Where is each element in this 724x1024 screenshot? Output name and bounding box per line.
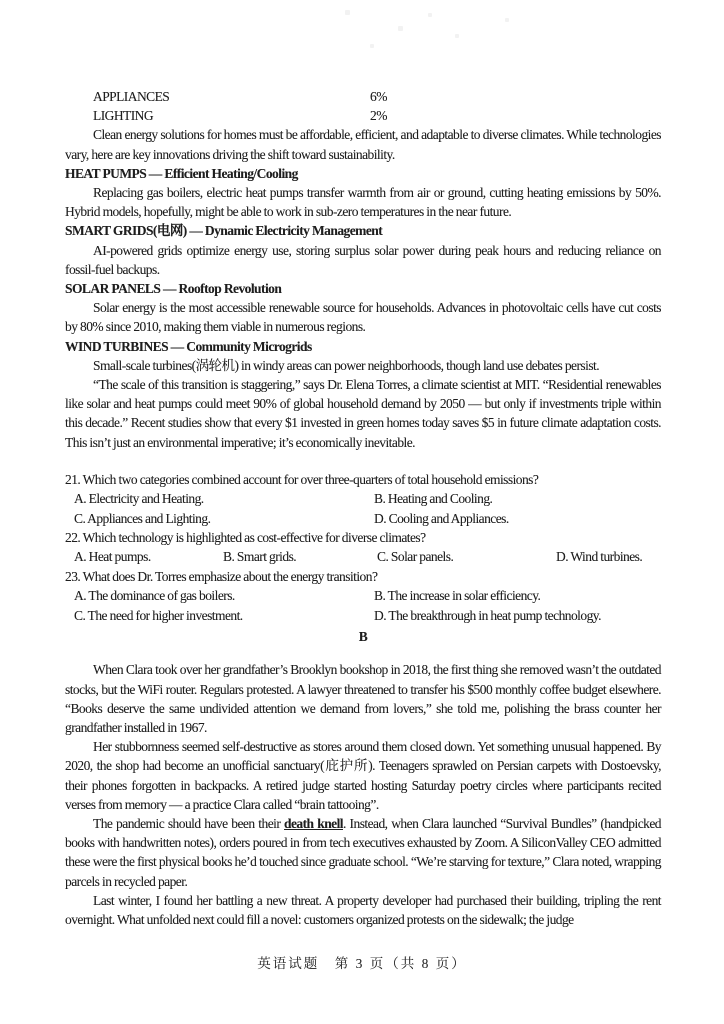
question-text: 22. Which technology is highlighted as cost-effective for diverse climates?: [65, 530, 426, 546]
option-row: [65, 547, 661, 566]
paragraph-text: . Instead, when Clara launched “Survival Bundles” (handpicked books with handwritten notes), orders poured in from tech executives exhausted by Zoom. A SiliconValley CEO admitted these were the first physical books he’d touched since graduate school. “We’re starving for texture,” Clara noted, wrapping parcels in recycled paper.: [65, 815, 661, 889]
scan-speck: [370, 44, 374, 48]
paragraph: Last winter, I found her battling a new threat. A property developer had purchased their building, tripling the rent overnight. What unfolded next could fill a novel: customers organized protests on the sidewalk; the judge: [65, 892, 661, 927]
question-text: 23. What does Dr. Torres emphasize about the energy transition?: [65, 568, 378, 584]
paragraph: Clean energy solutions for homes must be affordable, efficient, and adaptable to diverse climates. While technologies vary, here are key innovations driving the shift toward sustainability.: [65, 127, 661, 162]
answer-option: B. Heating and Cooling.: [374, 491, 493, 507]
emission-value: 6%: [370, 89, 387, 104]
paragraph: “The scale of this transition is staggering,” says Dr. Elena Torres, a climate scientist at MIT. “Residential renewables like solar and heat pumps could meet 90% of global household demand by 2050 — but only if investments triple within this decade.” Recent studies show that every $1 invested in green homes today saves $5 in future climate adaptation costs. This isn’t just an environmental imperative; it’s economically inevitable.: [65, 377, 661, 450]
answer-option: A. The dominance of gas boilers.: [74, 588, 235, 604]
emission-row: [65, 106, 661, 125]
emission-row: [65, 87, 661, 106]
paragraph: Her stubbornness seemed self-destructive as stores around them closed down. Yet something unusual happened. By 2020, the shop had become an unofficial sanctuary(庇护所). Teenagers sprawled on Persian carpets with Dostoevsky, their phones forgotten in backpacks. A retired judge started hosting Saturday poetry circles where participants recited verses from memory — a practice Clara called “brain tattooing”.: [65, 739, 661, 812]
emission-category-label: LIGHTING: [93, 108, 154, 124]
answer-option: D. Cooling and Appliances.: [374, 510, 509, 526]
passage-section-label: B: [358, 629, 368, 645]
question: [65, 528, 661, 567]
highlighted-phrase: death knell: [284, 815, 343, 831]
paragraph: When Clara took over her grandfather’s Brooklyn bookshop in 2018, the first thing she removed wasn’t the outdated stocks, but the WiFi router. Regulars protested. A lawyer threatened to transfer his $500 monthly coffee budget elsewhere. “Books deserve the same undivided attention we demand from lovers,” she told me, polishing the brass counter her grandfather installed in 1967.: [65, 662, 661, 735]
emission-value: 2%: [370, 108, 387, 124]
scan-speck: [455, 34, 459, 38]
scan-speck: [398, 26, 403, 31]
option-row: [65, 606, 661, 625]
option-row: [65, 509, 661, 528]
paragraph: Replacing gas boilers, electric heat pumps transfer warmth from air or ground, cutting heating emissions by 50%. Hybrid models, hopefully, might be able to work in sub-zero temperatures in the near future.: [65, 185, 661, 220]
spacer: [65, 452, 661, 470]
question-text: 21. Which two categories combined account for over three-quarters of total household emissions?: [65, 471, 539, 487]
answer-option: B. The increase in solar efficiency.: [374, 588, 541, 604]
question: [65, 567, 661, 625]
paragraph: AI-powered grids optimize energy use, storing surplus solar power during peak hours and reducing reliance on fossil-fuel backups.: [65, 242, 661, 277]
answer-option: C. The need for higher investment.: [74, 607, 243, 623]
scan-speck: [428, 13, 432, 17]
paragraph-text: The pandemic should have been their: [93, 815, 285, 831]
option-row: [65, 489, 661, 508]
page-footer: 英语试题 第 3 页（共 8 页）: [257, 956, 467, 971]
page-body: [65, 87, 661, 929]
paragraph: Solar energy is the most accessible renewable source for households. Advances in photovoltaic cells have cut costs by 80% since 2010, making them viable in numerous regions.: [65, 300, 661, 335]
scan-speck: [345, 10, 350, 15]
section-heading: HEAT PUMPS — Efficient Heating/Cooling: [65, 165, 298, 181]
answer-option: D. Wind turbines.: [556, 549, 643, 565]
answer-option: C. Appliances and Lighting.: [74, 510, 211, 526]
paragraph: [65, 814, 661, 891]
answer-option: A. Heat pumps.: [74, 549, 151, 565]
answer-option: A. Electricity and Heating.: [74, 491, 204, 507]
option-row: [65, 586, 661, 605]
paragraph: Small-scale turbines(涡轮机) in windy areas can power neighborhoods, though land use debates persist.: [93, 357, 600, 373]
answer-option: B. Smart grids.: [223, 549, 297, 565]
emission-category-label: APPLIANCES: [93, 89, 170, 104]
question: [65, 470, 661, 528]
section-heading: WIND TURBINES — Community Microgrids: [65, 338, 312, 354]
section-heading: SMART GRIDS(电网) — Dynamic Electricity Management: [65, 223, 383, 239]
section-heading: SOLAR PANELS — Rooftop Revolution: [65, 281, 282, 297]
answer-option: D. The breakthrough in heat pump technology.: [374, 607, 601, 623]
scan-speck: [505, 18, 509, 22]
answer-option: C. Solar panels.: [377, 549, 454, 565]
